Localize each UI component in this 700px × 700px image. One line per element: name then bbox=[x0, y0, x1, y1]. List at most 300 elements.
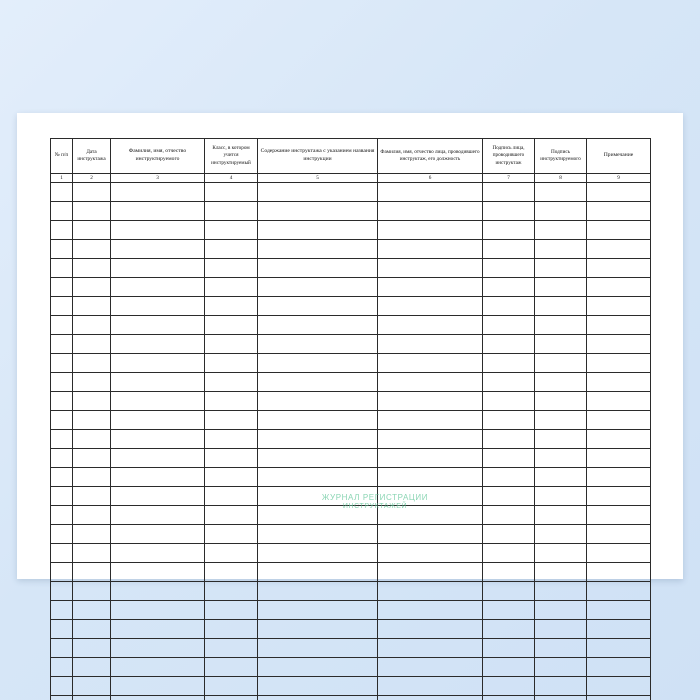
table-cell[interactable] bbox=[205, 278, 258, 297]
table-cell[interactable] bbox=[587, 430, 651, 449]
table-cell[interactable] bbox=[73, 620, 111, 639]
table-row[interactable] bbox=[51, 202, 651, 221]
table-cell[interactable] bbox=[258, 506, 378, 525]
table-cell[interactable] bbox=[205, 506, 258, 525]
table-cell[interactable] bbox=[51, 259, 73, 278]
table-cell[interactable] bbox=[51, 183, 73, 202]
table-cell[interactable] bbox=[111, 278, 205, 297]
table-cell[interactable] bbox=[258, 183, 378, 202]
table-cell[interactable] bbox=[205, 563, 258, 582]
table-cell[interactable] bbox=[51, 601, 73, 620]
table-cell[interactable] bbox=[205, 601, 258, 620]
table-cell[interactable] bbox=[535, 639, 587, 658]
table-cell[interactable] bbox=[205, 221, 258, 240]
table-row[interactable] bbox=[51, 373, 651, 392]
table-cell[interactable] bbox=[535, 506, 587, 525]
table-cell[interactable] bbox=[535, 240, 587, 259]
table-cell[interactable] bbox=[258, 221, 378, 240]
table-cell[interactable] bbox=[51, 221, 73, 240]
table-row[interactable] bbox=[51, 354, 651, 373]
table-cell[interactable] bbox=[73, 449, 111, 468]
table-cell[interactable] bbox=[73, 677, 111, 696]
table-cell[interactable] bbox=[73, 373, 111, 392]
table-cell[interactable] bbox=[535, 373, 587, 392]
table-cell[interactable] bbox=[73, 392, 111, 411]
column-number-9: 9 bbox=[587, 174, 651, 183]
table-cell[interactable] bbox=[535, 221, 587, 240]
table-cell[interactable] bbox=[111, 373, 205, 392]
table-row[interactable] bbox=[51, 696, 651, 700]
table-cell[interactable] bbox=[73, 202, 111, 221]
table-row[interactable] bbox=[51, 449, 651, 468]
table-cell[interactable] bbox=[51, 658, 73, 677]
table-cell[interactable] bbox=[483, 297, 535, 316]
table-cell[interactable] bbox=[111, 392, 205, 411]
table-cell[interactable] bbox=[111, 430, 205, 449]
table-cell[interactable] bbox=[111, 620, 205, 639]
table-cell[interactable] bbox=[535, 620, 587, 639]
table-cell[interactable] bbox=[258, 316, 378, 335]
table-cell[interactable] bbox=[587, 221, 651, 240]
table-row[interactable] bbox=[51, 183, 651, 202]
table-cell[interactable] bbox=[483, 563, 535, 582]
table-cell[interactable] bbox=[587, 392, 651, 411]
table-cell[interactable] bbox=[111, 411, 205, 430]
table-cell[interactable] bbox=[378, 620, 483, 639]
table-row[interactable] bbox=[51, 601, 651, 620]
table-cell[interactable] bbox=[205, 430, 258, 449]
table-cell[interactable] bbox=[587, 601, 651, 620]
table-cell[interactable] bbox=[205, 316, 258, 335]
table-cell[interactable] bbox=[535, 392, 587, 411]
column-header-date: Дата инструктажа bbox=[73, 139, 111, 174]
table-cell[interactable] bbox=[483, 259, 535, 278]
table-cell[interactable] bbox=[535, 202, 587, 221]
table-cell[interactable] bbox=[51, 354, 73, 373]
table-cell[interactable] bbox=[51, 525, 73, 544]
table-cell[interactable] bbox=[258, 392, 378, 411]
table-cell[interactable] bbox=[258, 544, 378, 563]
table-cell[interactable] bbox=[587, 411, 651, 430]
table-cell[interactable] bbox=[205, 620, 258, 639]
table-cell[interactable] bbox=[205, 297, 258, 316]
table-cell[interactable] bbox=[587, 563, 651, 582]
table-cell[interactable] bbox=[258, 696, 378, 700]
table-cell[interactable] bbox=[535, 316, 587, 335]
table-row[interactable] bbox=[51, 259, 651, 278]
table-row[interactable] bbox=[51, 639, 651, 658]
table-cell[interactable] bbox=[73, 506, 111, 525]
column-number-row bbox=[51, 174, 651, 183]
table-cell[interactable] bbox=[111, 601, 205, 620]
table-cell[interactable] bbox=[51, 620, 73, 639]
column-number-4: 4 bbox=[205, 174, 258, 183]
table-cell[interactable] bbox=[378, 221, 483, 240]
table-cell[interactable] bbox=[483, 278, 535, 297]
table-row[interactable] bbox=[51, 582, 651, 601]
table-cell[interactable] bbox=[73, 582, 111, 601]
table-cell[interactable] bbox=[483, 411, 535, 430]
table-cell[interactable] bbox=[587, 373, 651, 392]
table-cell[interactable] bbox=[73, 335, 111, 354]
table-header bbox=[51, 139, 651, 183]
table-row[interactable] bbox=[51, 525, 651, 544]
table-cell[interactable] bbox=[378, 639, 483, 658]
table-cell[interactable] bbox=[51, 335, 73, 354]
table-cell[interactable] bbox=[378, 354, 483, 373]
column-header-instructor: Фамилия, имя, отчество лица, проводившего инструктаж, его должность bbox=[378, 139, 483, 174]
table-cell[interactable] bbox=[483, 221, 535, 240]
table-cell[interactable] bbox=[483, 696, 535, 700]
table-cell[interactable] bbox=[378, 278, 483, 297]
table-cell[interactable] bbox=[378, 506, 483, 525]
table-cell[interactable] bbox=[483, 373, 535, 392]
table-cell[interactable] bbox=[73, 487, 111, 506]
table-cell[interactable] bbox=[111, 696, 205, 700]
table-cell[interactable] bbox=[378, 259, 483, 278]
table-cell[interactable] bbox=[378, 392, 483, 411]
table-cell[interactable] bbox=[258, 639, 378, 658]
table-cell[interactable] bbox=[73, 278, 111, 297]
table-cell[interactable] bbox=[51, 240, 73, 259]
table-cell[interactable] bbox=[258, 487, 378, 506]
table-cell[interactable] bbox=[73, 259, 111, 278]
column-header-content: Содержание инструктажа с указанием названия инструкции bbox=[258, 139, 378, 174]
table-cell[interactable] bbox=[587, 677, 651, 696]
table-cell[interactable] bbox=[258, 297, 378, 316]
table-cell[interactable] bbox=[111, 639, 205, 658]
table-cell[interactable] bbox=[483, 202, 535, 221]
table-cell[interactable] bbox=[111, 563, 205, 582]
column-header-instructor-signature: Подпись лица, проводившего инструктаж bbox=[483, 139, 535, 174]
table-cell[interactable] bbox=[205, 677, 258, 696]
table-cell[interactable] bbox=[378, 202, 483, 221]
table-cell[interactable] bbox=[587, 354, 651, 373]
table-cell[interactable] bbox=[51, 278, 73, 297]
table-cell[interactable] bbox=[587, 259, 651, 278]
table-row[interactable] bbox=[51, 316, 651, 335]
table-cell[interactable] bbox=[51, 696, 73, 700]
table-cell[interactable] bbox=[258, 354, 378, 373]
table-cell[interactable] bbox=[535, 487, 587, 506]
table-cell[interactable] bbox=[205, 468, 258, 487]
table-cell[interactable] bbox=[378, 525, 483, 544]
table-cell[interactable] bbox=[483, 449, 535, 468]
table-cell[interactable] bbox=[483, 582, 535, 601]
table-cell[interactable] bbox=[378, 677, 483, 696]
table-cell[interactable] bbox=[535, 468, 587, 487]
table-cell[interactable] bbox=[378, 297, 483, 316]
table-cell[interactable] bbox=[73, 639, 111, 658]
table-row[interactable] bbox=[51, 240, 651, 259]
table-cell[interactable] bbox=[587, 202, 651, 221]
table-cell[interactable] bbox=[111, 582, 205, 601]
table-cell[interactable] bbox=[535, 677, 587, 696]
table-cell[interactable] bbox=[205, 544, 258, 563]
table-cell[interactable] bbox=[205, 335, 258, 354]
table-cell[interactable] bbox=[535, 335, 587, 354]
table-cell[interactable] bbox=[258, 582, 378, 601]
table-cell[interactable] bbox=[205, 696, 258, 700]
table-cell[interactable] bbox=[51, 411, 73, 430]
table-cell[interactable] bbox=[205, 259, 258, 278]
table-cell[interactable] bbox=[73, 544, 111, 563]
table-cell[interactable] bbox=[483, 620, 535, 639]
table-cell[interactable] bbox=[378, 373, 483, 392]
table-row[interactable] bbox=[51, 411, 651, 430]
table-cell[interactable] bbox=[483, 354, 535, 373]
table-cell[interactable] bbox=[258, 525, 378, 544]
table-cell[interactable] bbox=[483, 544, 535, 563]
table-cell[interactable] bbox=[483, 183, 535, 202]
column-header-number: № п/п bbox=[51, 139, 73, 174]
table-cell[interactable] bbox=[535, 430, 587, 449]
table-cell[interactable] bbox=[378, 240, 483, 259]
table-cell[interactable] bbox=[483, 316, 535, 335]
table-cell[interactable] bbox=[51, 582, 73, 601]
table-cell[interactable] bbox=[483, 468, 535, 487]
table-cell[interactable] bbox=[587, 335, 651, 354]
table-cell[interactable] bbox=[378, 468, 483, 487]
table-cell[interactable] bbox=[258, 240, 378, 259]
table-cell[interactable] bbox=[205, 582, 258, 601]
table-cell[interactable] bbox=[51, 202, 73, 221]
column-number-8: 8 bbox=[535, 174, 587, 183]
table-row[interactable] bbox=[51, 487, 651, 506]
table-cell[interactable] bbox=[535, 525, 587, 544]
table-cell[interactable] bbox=[378, 316, 483, 335]
table-cell[interactable] bbox=[111, 259, 205, 278]
table-cell[interactable] bbox=[483, 430, 535, 449]
table-cell[interactable] bbox=[205, 487, 258, 506]
table-cell[interactable] bbox=[258, 620, 378, 639]
table-cell[interactable] bbox=[535, 354, 587, 373]
table-cell[interactable] bbox=[111, 544, 205, 563]
table-cell[interactable] bbox=[73, 696, 111, 700]
table-cell[interactable] bbox=[205, 354, 258, 373]
watermark-line-1: ЖУРНАЛ РЕГИСТРАЦИИ bbox=[321, 493, 429, 502]
table-cell[interactable] bbox=[51, 373, 73, 392]
table-row[interactable] bbox=[51, 658, 651, 677]
table-cell[interactable] bbox=[73, 525, 111, 544]
table-cell[interactable] bbox=[111, 240, 205, 259]
table-cell[interactable] bbox=[587, 487, 651, 506]
column-number-7: 7 bbox=[483, 174, 535, 183]
table-cell[interactable] bbox=[51, 392, 73, 411]
table-cell[interactable] bbox=[587, 297, 651, 316]
table-cell[interactable] bbox=[205, 411, 258, 430]
table-cell[interactable] bbox=[587, 183, 651, 202]
table-cell[interactable] bbox=[535, 563, 587, 582]
table-cell[interactable] bbox=[258, 677, 378, 696]
document-page bbox=[17, 113, 683, 579]
table-cell[interactable] bbox=[111, 335, 205, 354]
table-cell[interactable] bbox=[51, 544, 73, 563]
table-cell[interactable] bbox=[51, 449, 73, 468]
table-cell[interactable] bbox=[111, 297, 205, 316]
table-cell[interactable] bbox=[51, 430, 73, 449]
table-cell[interactable] bbox=[73, 183, 111, 202]
table-cell[interactable] bbox=[111, 202, 205, 221]
table-row[interactable] bbox=[51, 677, 651, 696]
table-cell[interactable] bbox=[535, 601, 587, 620]
column-number-2: 2 bbox=[73, 174, 111, 183]
table-cell[interactable] bbox=[111, 506, 205, 525]
table-cell[interactable] bbox=[73, 468, 111, 487]
table-cell[interactable] bbox=[111, 487, 205, 506]
table-cell[interactable] bbox=[378, 563, 483, 582]
table-cell[interactable] bbox=[205, 449, 258, 468]
table-cell[interactable] bbox=[378, 658, 483, 677]
table-cell[interactable] bbox=[378, 449, 483, 468]
table-cell[interactable] bbox=[73, 563, 111, 582]
table-cell[interactable] bbox=[111, 449, 205, 468]
table-row[interactable] bbox=[51, 430, 651, 449]
column-number-6: 6 bbox=[378, 174, 483, 183]
table-cell[interactable] bbox=[378, 411, 483, 430]
table-cell[interactable] bbox=[205, 392, 258, 411]
table-cell[interactable] bbox=[535, 297, 587, 316]
table-cell[interactable] bbox=[51, 506, 73, 525]
table-cell[interactable] bbox=[258, 658, 378, 677]
table-cell[interactable] bbox=[587, 620, 651, 639]
table-cell[interactable] bbox=[51, 468, 73, 487]
table-cell[interactable] bbox=[258, 335, 378, 354]
table-row[interactable] bbox=[51, 297, 651, 316]
table-cell[interactable] bbox=[587, 525, 651, 544]
table-cell[interactable] bbox=[73, 658, 111, 677]
table-cell[interactable] bbox=[483, 335, 535, 354]
table-cell[interactable] bbox=[258, 563, 378, 582]
table-cell[interactable] bbox=[258, 278, 378, 297]
table-cell[interactable] bbox=[73, 297, 111, 316]
table-cell[interactable] bbox=[535, 411, 587, 430]
table-cell[interactable] bbox=[258, 601, 378, 620]
table-cell[interactable] bbox=[587, 696, 651, 700]
table-cell[interactable] bbox=[111, 316, 205, 335]
table-cell[interactable] bbox=[535, 544, 587, 563]
table-cell[interactable] bbox=[378, 544, 483, 563]
table-cell[interactable] bbox=[378, 487, 483, 506]
table-cell[interactable] bbox=[51, 297, 73, 316]
table-row[interactable] bbox=[51, 392, 651, 411]
table-cell[interactable] bbox=[258, 373, 378, 392]
table-cell[interactable] bbox=[378, 183, 483, 202]
table-cell[interactable] bbox=[587, 639, 651, 658]
table-cell[interactable] bbox=[205, 183, 258, 202]
table-cell[interactable] bbox=[111, 658, 205, 677]
table-cell[interactable] bbox=[111, 468, 205, 487]
table-row[interactable] bbox=[51, 221, 651, 240]
table-cell[interactable] bbox=[587, 506, 651, 525]
column-header-note: Примечание bbox=[587, 139, 651, 174]
table-cell[interactable] bbox=[483, 658, 535, 677]
table-cell[interactable] bbox=[73, 430, 111, 449]
table-cell[interactable] bbox=[258, 202, 378, 221]
table-cell[interactable] bbox=[73, 316, 111, 335]
table-cell[interactable] bbox=[258, 468, 378, 487]
table-cell[interactable] bbox=[73, 601, 111, 620]
table-cell[interactable] bbox=[535, 582, 587, 601]
table-cell[interactable] bbox=[587, 316, 651, 335]
table-cell[interactable] bbox=[73, 221, 111, 240]
table-cell[interactable] bbox=[205, 639, 258, 658]
table-cell[interactable] bbox=[51, 677, 73, 696]
table-cell[interactable] bbox=[51, 639, 73, 658]
table-cell[interactable] bbox=[535, 696, 587, 700]
table-cell[interactable] bbox=[483, 392, 535, 411]
table-row[interactable] bbox=[51, 468, 651, 487]
table-cell[interactable] bbox=[535, 183, 587, 202]
table-cell[interactable] bbox=[483, 639, 535, 658]
table-cell[interactable] bbox=[483, 487, 535, 506]
table-cell[interactable] bbox=[483, 506, 535, 525]
table-row[interactable] bbox=[51, 506, 651, 525]
table-cell[interactable] bbox=[483, 240, 535, 259]
table-row[interactable] bbox=[51, 278, 651, 297]
table-cell[interactable] bbox=[205, 240, 258, 259]
table-cell[interactable] bbox=[378, 582, 483, 601]
table-row[interactable] bbox=[51, 620, 651, 639]
table-cell[interactable] bbox=[205, 525, 258, 544]
table-cell[interactable] bbox=[587, 449, 651, 468]
table-cell[interactable] bbox=[483, 601, 535, 620]
table-cell[interactable] bbox=[51, 563, 73, 582]
registration-journal-table bbox=[50, 138, 651, 700]
table-cell[interactable] bbox=[535, 658, 587, 677]
table-cell[interactable] bbox=[587, 278, 651, 297]
table-cell[interactable] bbox=[535, 449, 587, 468]
table-cell[interactable] bbox=[587, 240, 651, 259]
table-cell[interactable] bbox=[51, 487, 73, 506]
table-cell[interactable] bbox=[111, 525, 205, 544]
table-row[interactable] bbox=[51, 544, 651, 563]
table-cell[interactable] bbox=[378, 335, 483, 354]
table-row[interactable] bbox=[51, 563, 651, 582]
table-cell[interactable] bbox=[205, 658, 258, 677]
table-cell[interactable] bbox=[378, 430, 483, 449]
table-body bbox=[51, 183, 651, 700]
table-cell[interactable] bbox=[111, 221, 205, 240]
table-cell[interactable] bbox=[111, 677, 205, 696]
table-cell[interactable] bbox=[587, 468, 651, 487]
table-cell[interactable] bbox=[111, 354, 205, 373]
table-cell[interactable] bbox=[51, 316, 73, 335]
table-cell[interactable] bbox=[378, 696, 483, 700]
table-cell[interactable] bbox=[587, 658, 651, 677]
table-cell[interactable] bbox=[587, 544, 651, 563]
table-cell[interactable] bbox=[73, 240, 111, 259]
table-cell[interactable] bbox=[378, 601, 483, 620]
table-cell[interactable] bbox=[258, 430, 378, 449]
table-cell[interactable] bbox=[73, 354, 111, 373]
table-cell[interactable] bbox=[258, 449, 378, 468]
journal-sheet bbox=[50, 138, 650, 556]
table-cell[interactable] bbox=[205, 373, 258, 392]
header-row bbox=[51, 139, 651, 174]
table-cell[interactable] bbox=[205, 202, 258, 221]
table-cell[interactable] bbox=[258, 411, 378, 430]
table-cell[interactable] bbox=[535, 278, 587, 297]
table-cell[interactable] bbox=[587, 582, 651, 601]
table-cell[interactable] bbox=[258, 259, 378, 278]
table-cell[interactable] bbox=[483, 525, 535, 544]
table-cell[interactable] bbox=[535, 259, 587, 278]
table-row[interactable] bbox=[51, 335, 651, 354]
table-cell[interactable] bbox=[73, 411, 111, 430]
table-cell[interactable] bbox=[483, 677, 535, 696]
table-cell[interactable] bbox=[111, 183, 205, 202]
